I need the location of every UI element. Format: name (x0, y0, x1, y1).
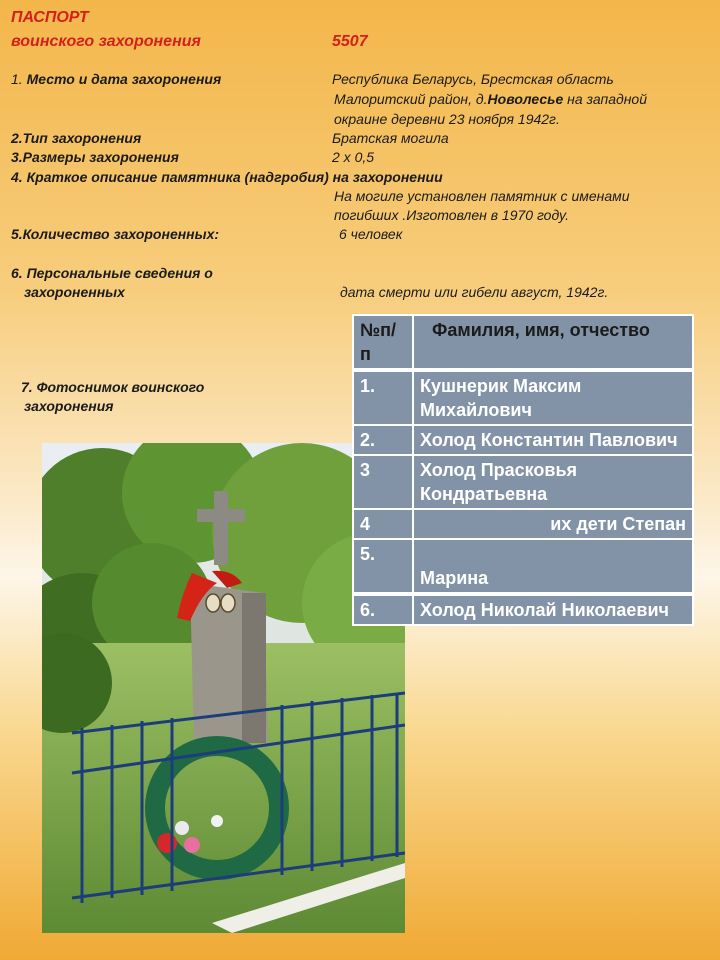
row-name: Марина (413, 539, 693, 594)
place-district: Малоритский район, д. (334, 91, 488, 107)
row-number: 3 (353, 455, 413, 509)
page-subtitle: воинского захоронения (11, 33, 201, 50)
row-name: Холод Прасковья Кондратьевна (413, 455, 693, 509)
count-value: 6 человек (339, 226, 403, 242)
row-name: Холод Константин Павлович (413, 425, 693, 455)
row-number: 2. (353, 425, 413, 455)
place-value-line2 (334, 90, 647, 108)
table-row (353, 509, 693, 539)
table-row (353, 425, 693, 455)
row-number: 1. (353, 370, 413, 425)
description-label: 4. Краткое описание памятника (надгробия) на захоронении (11, 169, 443, 185)
table-row (353, 370, 693, 425)
photo-label-line2: захоронения (24, 398, 114, 414)
row-name: Холод Николай Николаевич (413, 594, 693, 625)
header-name: Фамилия, имя, отчество (413, 315, 693, 370)
table-row (353, 594, 693, 625)
place-value-line3: окраине деревни 23 ноября 1942г. (334, 111, 560, 127)
personal-label-line1: 6. Персональные сведения о (11, 265, 213, 281)
table-row (353, 539, 693, 594)
buried-table (352, 314, 694, 626)
row-number: 4 (353, 509, 413, 539)
death-date: дата смерти или гибели август, 1942г. (340, 284, 609, 300)
table-row (353, 455, 693, 509)
row-number: 6. (353, 594, 413, 625)
row-name: Кушнерик Максим Михайлович (413, 370, 693, 425)
memorial-photo-illustration (42, 443, 405, 933)
photo-label-line1: 7. Фотоснимок воинского (21, 379, 205, 395)
description-line2: погибших .Изготовлен в 1970 году. (334, 207, 570, 223)
type-value: Братская могила (332, 130, 449, 146)
table-header-row (353, 315, 693, 370)
place-label (11, 70, 221, 88)
page-title: ПАСПОРТ (11, 9, 89, 26)
header-number: №п/п (353, 315, 413, 370)
personal-label-line2: захороненных (24, 284, 125, 300)
row-number: 5. (353, 539, 413, 594)
description-line1: На могиле установлен памятник с именами (334, 188, 630, 204)
place-value-line1: Республика Беларусь, Брестская область (332, 71, 614, 87)
village-name: Новолесье (487, 91, 564, 107)
memorial-photo (42, 443, 405, 933)
place-label-text: Место и дата захоронения (22, 71, 222, 87)
count-label: 5.Количество захороненных: (11, 226, 220, 242)
size-value: 2 х 0,5 (332, 149, 375, 165)
size-label: 3.Размеры захоронения (11, 149, 179, 165)
place-direction: на западной (563, 91, 647, 107)
type-label: 2.Тип захоронения (11, 130, 142, 146)
place-label-number: 1. (11, 71, 23, 87)
row-name: их дети Степан (413, 509, 693, 539)
passport-number: 5507 (332, 33, 368, 50)
